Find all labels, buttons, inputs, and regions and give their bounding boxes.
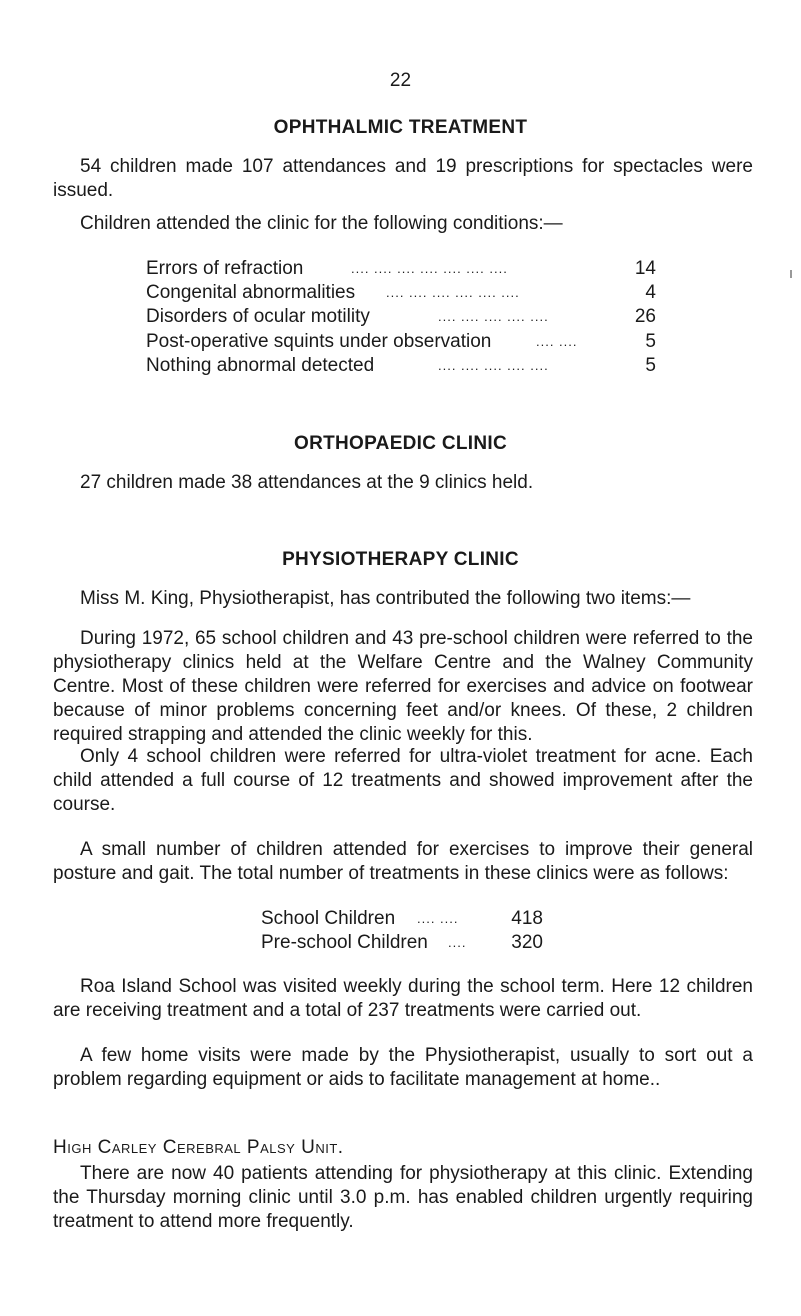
physiotherapy-paragraph xyxy=(53,975,753,1023)
leader-dots: .... .... .... .... .... .... xyxy=(386,285,520,300)
scan-mark xyxy=(790,270,792,278)
condition-label: Post-operative squints under observation xyxy=(146,331,492,352)
physiotherapy-intro xyxy=(53,587,753,611)
leader-dots: .... .... xyxy=(536,334,578,349)
cerebral-palsy-heading: High Carley Cerebral Palsy Unit. xyxy=(53,1137,344,1158)
condition-row xyxy=(146,330,656,354)
condition-count: 14 xyxy=(634,258,656,279)
condition-count: 4 xyxy=(645,282,656,303)
condition-row xyxy=(146,281,656,305)
leader-dots: .... .... .... .... .... xyxy=(438,309,549,324)
orthopaedic-heading: ORTHOPAEDIC CLINIC xyxy=(294,433,507,454)
condition-count: 26 xyxy=(634,306,656,327)
condition-row xyxy=(146,257,656,281)
paragraph-text: A few home visits were made by the Physiotherapist, usually to sort out a problem regarding equipment or aids to facilitate management at home.. xyxy=(53,1045,753,1090)
condition-count: 5 xyxy=(645,331,656,352)
treatment-label: Pre-school Children xyxy=(261,932,428,953)
physiotherapy-intro-text: Miss M. King, Physiotherapist, has contributed the following two items:— xyxy=(80,588,691,609)
cerebral-palsy-paragraph xyxy=(53,1162,753,1234)
condition-label: Nothing abnormal detected xyxy=(146,355,375,376)
paragraph-text: A small number of children attended for exercises to improve their general posture and gait. The total number of treatments in these clinics were as follows: xyxy=(53,839,753,884)
ophthalmic-intro-text: Children attended the clinic for the following conditions:— xyxy=(80,213,563,234)
treatment-row xyxy=(261,931,543,955)
ophthalmic-intro xyxy=(53,212,753,236)
paragraph-text: Roa Island School was visited weekly during the school term. Here 12 children are receiving treatment and a total of 237 treatments were carried out. xyxy=(53,976,753,1021)
leader-dots: .... .... .... .... .... .... .... xyxy=(351,261,508,276)
treatment-row xyxy=(261,907,543,931)
ophthalmic-heading: OPHTHALMIC TREATMENT xyxy=(273,117,528,138)
page-number: 22 xyxy=(389,70,412,91)
treatment-count: 320 xyxy=(511,932,543,953)
physiotherapy-paragraph xyxy=(53,745,753,817)
leader-dots: .... xyxy=(448,935,467,950)
condition-label: Errors of refraction xyxy=(146,258,304,279)
condition-label: Congenital abnormalities xyxy=(146,282,356,303)
treatment-label: School Children xyxy=(261,908,396,929)
condition-label: Disorders of ocular motility xyxy=(146,306,370,327)
physiotherapy-paragraph xyxy=(53,838,753,886)
condition-row xyxy=(146,354,656,378)
paragraph-text: Only 4 school children were referred for ultra-violet treatment for acne. Each child attended a full course of 12 treatments and showed improvement after the course. xyxy=(53,746,753,815)
paragraph-text: During 1972, 65 school children and 43 pre-school children were referred to the physiotherapy clinics held at the Welfare Centre and the Walney Community Centre. Most of these children were referred for exercises and advice on footwear because of minor problems concerning feet and/or knees. Of these, 2 children required strapping and attended the clinic weekly for this. xyxy=(53,628,753,745)
leader-dots: .... .... .... .... .... xyxy=(438,358,549,373)
condition-count: 5 xyxy=(645,355,656,376)
treatment-count: 418 xyxy=(511,908,543,929)
physiotherapy-paragraph xyxy=(53,627,753,747)
physiotherapy-paragraph xyxy=(53,1044,753,1092)
physiotherapy-heading: PHYSIOTHERAPY CLINIC xyxy=(282,549,519,570)
orthopaedic-summary xyxy=(53,471,753,495)
paragraph-text: There are now 40 patients attending for physiotherapy at this clinic. Extending the Thursday morning clinic until 3.0 p.m. has enabled children urgently requiring treatment to attend more frequently. xyxy=(53,1163,753,1232)
ophthalmic-summary xyxy=(53,155,753,203)
orthopaedic-summary-text: 27 children made 38 attendances at the 9 clinics held. xyxy=(80,472,534,493)
ophthalmic-summary-text: 54 children made 107 attendances and 19 prescriptions for spectacles were issued. xyxy=(53,156,753,201)
leader-dots: .... .... xyxy=(417,911,459,926)
condition-row xyxy=(146,305,656,329)
